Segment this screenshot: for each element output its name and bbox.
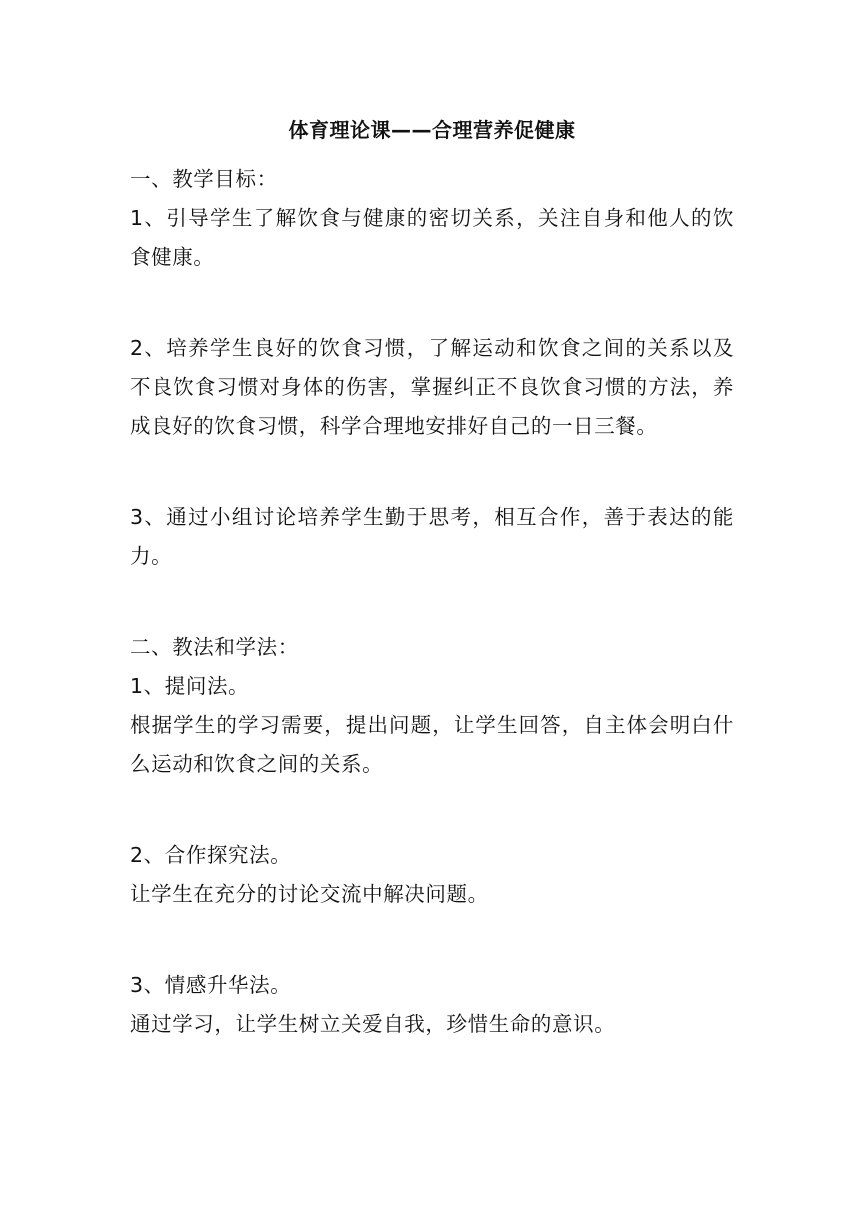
paragraph-gap [130,277,734,329]
objective-item-2: 2、培养学生良好的饮食习惯，了解运动和饮食之间的关系以及不良饮食习惯对身体的伤害，掌握纠正不良饮食习惯的方法，养成良好的饮食习惯，科学合理地安排好自己的一日三餐。 [130,336,734,438]
method-name-2: 2、合作探究法。 [130,843,292,867]
method-desc-1: 根据学生的学习需要，提出问题，让学生回答，自主体会明白什么运动和饮食之间的关系。 [130,713,734,776]
document-body [130,116,734,1044]
method-name-1: 1、提问法。 [130,674,250,698]
section-heading-objectives: 一、教学目标： [130,167,278,191]
objective-item-1: 1、引导学生了解饮食与健康的密切关系，关注自身和他人的饮食健康。 [130,206,734,269]
method-desc-2: 让学生在充分的讨论交流中解决问题。 [130,882,489,906]
method-desc-3: 通过学习，让学生树立关爱自我，珍惜生命的意识。 [130,1012,616,1036]
document-title: 体育理论课——合理营养促健康 [288,118,576,142]
paragraph-gap [130,446,734,498]
paragraph-gap [130,784,734,836]
section-heading-methods: 二、教法和学法： [130,635,299,659]
objective-item-3: 3、通过小组讨论培养学生勤于思考，相互合作，善于表达的能力。 [130,505,734,568]
paragraph-gap [130,914,734,966]
paragraph-gap [130,576,734,628]
method-name-3: 3、情感升华法。 [130,973,292,997]
